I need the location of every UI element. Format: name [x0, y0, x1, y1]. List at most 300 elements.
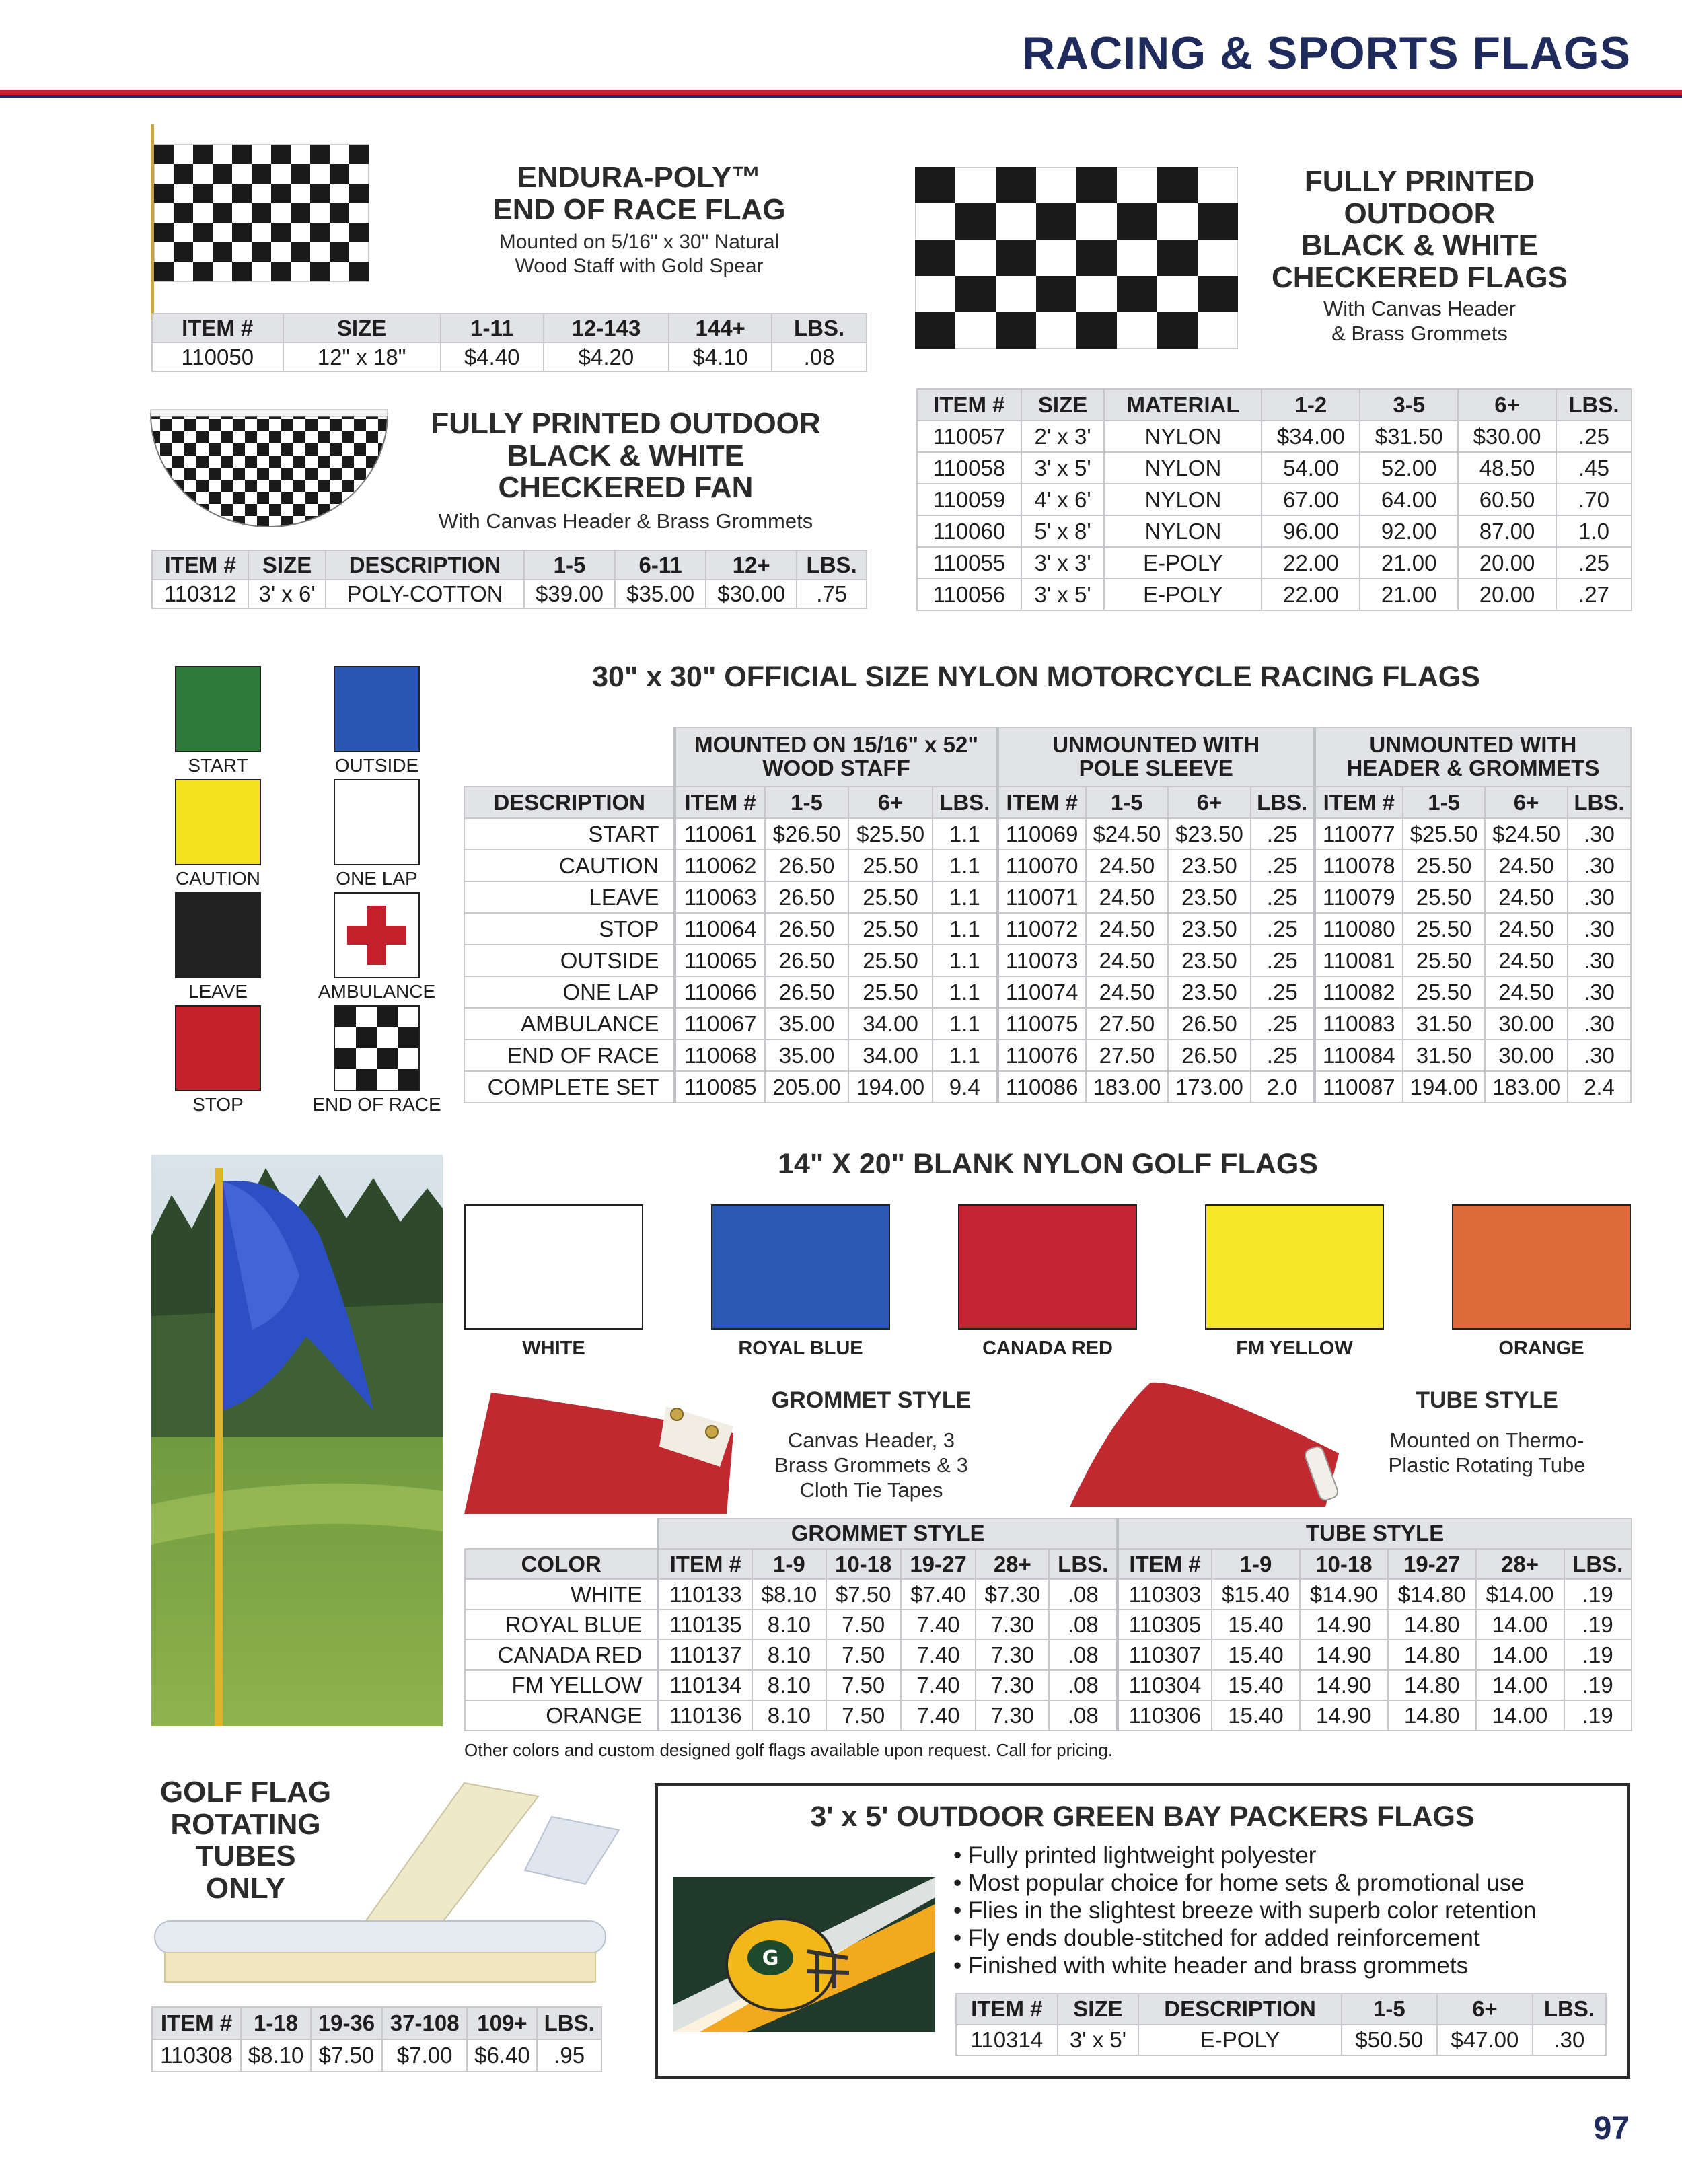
column-header: SIZE — [283, 314, 441, 342]
checkered-title-line-3: BLACK & WHITE — [1301, 229, 1538, 262]
table-cell: 25.50 — [1403, 850, 1486, 881]
row-label: WHITE — [465, 1579, 658, 1609]
checker-square — [291, 164, 310, 184]
table-cell: 183.00 — [1086, 1071, 1169, 1103]
table-cell: $26.50 — [765, 818, 849, 850]
table-cell: 110134 — [658, 1670, 752, 1700]
column-header: LBS. — [1564, 1549, 1632, 1579]
table-cell: 2.4 — [1568, 1071, 1631, 1103]
table-cell: $24.50 — [1485, 818, 1568, 850]
golf-price-table — [464, 1518, 1632, 1731]
table-cell: 3' x 5' — [1021, 452, 1105, 484]
checker-square — [1076, 312, 1117, 349]
table-cell: 110305 — [1118, 1609, 1212, 1640]
checker-square — [996, 312, 1036, 349]
table-cell: NYLON — [1104, 421, 1262, 452]
column-header: ITEM # — [956, 1994, 1058, 2025]
column-header: 144+ — [669, 314, 772, 342]
row-label: CAUTION — [464, 850, 675, 881]
ambulance-cross-icon — [335, 894, 418, 977]
tube-desc-line-2: Plastic Rotating Tube — [1388, 1453, 1586, 1478]
table-header-row — [464, 787, 1631, 818]
column-header: 19-27 — [901, 1549, 976, 1579]
column-header: ITEM # — [998, 787, 1086, 818]
tubes-title-line-4: ONLY — [205, 1871, 286, 1905]
table-cell: 25.50 — [1403, 913, 1486, 945]
table-cell: $50.50 — [1342, 2025, 1437, 2055]
table-cell: 110085 — [675, 1071, 764, 1103]
table-cell: 15.40 — [1212, 1609, 1300, 1640]
checkered-pattern-icon — [335, 1007, 418, 1090]
table-cell: 110137 — [658, 1640, 752, 1670]
column-header: LBS. — [1251, 787, 1315, 818]
table-cell: $6.40 — [467, 2039, 537, 2072]
table-row — [465, 1700, 1632, 1731]
table-row — [956, 2025, 1606, 2055]
table-cell: 194.00 — [1403, 1071, 1486, 1103]
checker-square — [996, 240, 1036, 276]
table-cell: 26.50 — [1168, 1008, 1251, 1040]
table-cell: 110076 — [998, 1040, 1086, 1071]
moto-price-table — [464, 727, 1632, 1103]
table-cell: 7.30 — [976, 1700, 1049, 1731]
column-header: 6+ — [1458, 389, 1556, 421]
column-header: LBS. — [1049, 1549, 1118, 1579]
table-cell: 23.50 — [1168, 850, 1251, 881]
golf-color-swatch-royal-blue — [711, 1204, 890, 1330]
table-cell: 22.00 — [1262, 579, 1360, 610]
column-header: 1-5 — [1403, 787, 1486, 818]
column-header: 1-9 — [1212, 1549, 1300, 1579]
table-cell: $7.50 — [826, 1579, 901, 1609]
table-cell: 21.00 — [1360, 547, 1458, 579]
table-cell: 110136 — [658, 1700, 752, 1731]
checker-square — [154, 262, 174, 281]
column-group-header — [675, 727, 997, 787]
golf-color-label: ROYAL BLUE — [738, 1338, 863, 1359]
table-cell: .08 — [1049, 1670, 1118, 1700]
column-header: 10-18 — [1300, 1549, 1388, 1579]
checker-square — [174, 164, 193, 184]
table-cell: $7.30 — [976, 1579, 1049, 1609]
grommet-style-desc — [740, 1428, 1002, 1503]
flag-swatch-start — [175, 666, 261, 752]
table-cell: $23.50 — [1168, 818, 1251, 850]
checker-square — [915, 167, 955, 203]
table-cell: 15.40 — [1212, 1700, 1300, 1731]
table-cell: 110055 — [917, 547, 1021, 579]
header-rule-red — [0, 90, 1682, 95]
table-cell: $30.00 — [1458, 421, 1556, 452]
table-row — [917, 421, 1632, 452]
column-header: 12-143 — [544, 314, 669, 342]
table-cell: 110312 — [152, 579, 248, 608]
checker-square — [271, 223, 291, 242]
table-cell: 3' x 5' — [1058, 2025, 1139, 2055]
grommet-desc-line-1: Canvas Header, 3 — [787, 1428, 955, 1452]
checker-square — [310, 145, 330, 164]
checkered-price-table — [916, 388, 1632, 611]
table-cell: 7.40 — [901, 1700, 976, 1731]
table-cell: 25.50 — [1403, 945, 1486, 976]
table-cell: 110082 — [1315, 976, 1403, 1008]
table-cell: .19 — [1564, 1609, 1632, 1640]
table-cell: 24.50 — [1485, 976, 1568, 1008]
table-cell: 110304 — [1118, 1670, 1212, 1700]
tubes-title-line-3: TUBES — [195, 1840, 296, 1873]
table-cell: $47.00 — [1437, 2025, 1533, 2055]
table-cell: $25.50 — [1403, 818, 1486, 850]
table-cell: 14.90 — [1300, 1609, 1388, 1640]
table-cell: $14.80 — [1388, 1579, 1476, 1609]
table-cell: E-POLY — [1104, 547, 1262, 579]
table-row — [917, 515, 1632, 547]
table-cell: 7.40 — [901, 1670, 976, 1700]
table-cell: 9.4 — [933, 1071, 998, 1103]
table-cell: 110059 — [917, 484, 1021, 515]
packers-feature: • Fly ends double-stitched for added reinforcement — [953, 1925, 1480, 1951]
column-header: 3-5 — [1360, 389, 1458, 421]
flag-swatch-label: STOP — [192, 1094, 244, 1115]
group-header-line: GROMMET STYLE — [791, 1521, 985, 1546]
table-cell: 110087 — [1315, 1071, 1403, 1103]
table-cell: 25.50 — [1403, 976, 1486, 1008]
table-cell: .75 — [797, 579, 867, 608]
table-cell: 22.00 — [1262, 547, 1360, 579]
tube-style-image — [1070, 1379, 1339, 1507]
row-label: STOP — [464, 913, 675, 945]
column-header: LBS. — [1533, 1994, 1606, 2025]
checker-square — [349, 223, 369, 242]
group-header-line: HEADER & GROMMETS — [1346, 756, 1600, 780]
column-header: ITEM # — [658, 1549, 752, 1579]
checker-square — [915, 240, 955, 276]
checker-square — [291, 242, 310, 262]
table-cell: 14.00 — [1476, 1700, 1564, 1731]
checkered-fan-image — [148, 407, 390, 532]
table-cell: 110314 — [956, 2025, 1058, 2055]
table-cell: 7.50 — [826, 1609, 901, 1640]
column-header: SIZE — [1058, 1994, 1139, 2025]
checkered-subtitle-line-1: With Canvas Header — [1323, 297, 1516, 320]
checker-square — [193, 262, 213, 281]
column-header: ITEM # — [1315, 787, 1403, 818]
table-cell: 24.50 — [1485, 850, 1568, 881]
checker-square — [213, 242, 232, 262]
table-cell: 26.50 — [765, 881, 849, 913]
column-group-header — [1315, 727, 1631, 787]
table-cell: .08 — [1049, 1700, 1118, 1731]
table-row — [917, 579, 1632, 610]
table-cell: 1.1 — [933, 850, 998, 881]
checker-square — [1157, 167, 1198, 203]
table-cell: $8.10 — [752, 1579, 826, 1609]
table-row — [465, 1609, 1632, 1640]
checker-square — [271, 262, 291, 281]
tube-desc-line-1: Mounted on Thermo- — [1389, 1428, 1584, 1452]
column-header: 6+ — [1485, 787, 1568, 818]
table-cell: 5' x 8' — [1021, 515, 1105, 547]
table-cell: .27 — [1556, 579, 1632, 610]
table-group-row — [465, 1519, 1632, 1549]
golf-flag-photo — [151, 1155, 443, 1726]
table-cell: 1.1 — [933, 976, 998, 1008]
table-cell: .25 — [1251, 976, 1315, 1008]
table-cell: 20.00 — [1458, 547, 1556, 579]
table-cell: .30 — [1568, 1008, 1631, 1040]
table-cell: 31.50 — [1403, 1008, 1486, 1040]
table-cell: 7.30 — [976, 1670, 1049, 1700]
table-cell: 1.1 — [933, 818, 998, 850]
table-cell: 27.50 — [1086, 1040, 1169, 1071]
checker-square — [193, 184, 213, 203]
checker-square — [271, 184, 291, 203]
column-header: LBS. — [1568, 787, 1631, 818]
table-cell: .08 — [1049, 1579, 1118, 1609]
table-cell: $7.40 — [901, 1579, 976, 1609]
checker-square — [252, 164, 271, 184]
flag-swatch-label: OUTSIDE — [334, 755, 419, 776]
tubes-price-table — [151, 2006, 602, 2072]
golf-color-label: FM YELLOW — [1236, 1338, 1353, 1359]
table-header-row — [917, 389, 1632, 421]
table-cell: $4.10 — [669, 342, 772, 371]
checker-square — [271, 145, 291, 164]
table-cell: POLY-COTTON — [326, 579, 524, 608]
table-cell: .08 — [1049, 1609, 1118, 1640]
table-cell: 14.00 — [1476, 1640, 1564, 1670]
endura-subtitle-line-2: Wood Staff with Gold Spear — [515, 255, 764, 277]
column-header: COLOR — [465, 1549, 658, 1579]
table-cell: 25.50 — [1403, 881, 1486, 913]
table-cell: 26.50 — [1168, 1040, 1251, 1071]
table-cell: .70 — [1556, 484, 1632, 515]
table-cell: 24.50 — [1086, 945, 1169, 976]
checkered-flag-image — [915, 167, 1238, 350]
table-cell: 35.00 — [765, 1008, 849, 1040]
table-cell: E-POLY — [1138, 2025, 1342, 2055]
table-cell: 92.00 — [1360, 515, 1458, 547]
table-cell: 23.50 — [1168, 976, 1251, 1008]
column-header: 28+ — [1476, 1549, 1564, 1579]
table-cell: 35.00 — [765, 1040, 849, 1071]
checker-square — [1076, 240, 1117, 276]
flag-swatch-label: END OF RACE — [312, 1094, 441, 1115]
checker-square — [154, 184, 174, 203]
checker-square — [996, 167, 1036, 203]
table-cell: 14.90 — [1300, 1640, 1388, 1670]
table-cell: 110077 — [1315, 818, 1403, 850]
checker-square — [1076, 167, 1117, 203]
table-cell: 1.1 — [933, 1040, 998, 1071]
checkered-title-line-1: FULLY PRINTED — [1304, 165, 1535, 198]
checkered-subtitle — [1251, 296, 1588, 346]
checker-square — [330, 164, 349, 184]
table-row — [152, 2039, 601, 2072]
table-cell: 24.50 — [1086, 850, 1169, 881]
table-row — [464, 945, 1631, 976]
table-cell: 110084 — [1315, 1040, 1403, 1071]
column-header: LBS. — [797, 550, 867, 579]
checker-square — [330, 242, 349, 262]
fan-title-line-3: CHECKERED FAN — [498, 471, 754, 505]
table-cell: 110086 — [998, 1071, 1086, 1103]
checker-square — [915, 312, 955, 349]
table-cell: 1.1 — [933, 945, 998, 976]
table-cell: 110063 — [675, 881, 764, 913]
table-cell: 14.80 — [1388, 1670, 1476, 1700]
golf-color-swatch-fm-yellow — [1205, 1204, 1384, 1330]
table-cell: 110057 — [917, 421, 1021, 452]
group-header-line: UNMOUNTED WITH — [1052, 732, 1260, 758]
column-header: 6-11 — [615, 550, 706, 579]
table-row — [464, 913, 1631, 945]
table-cell: $39.00 — [524, 579, 615, 608]
packers-feature: • Finished with white header and brass grommets — [953, 1953, 1469, 1979]
table-cell: 20.00 — [1458, 579, 1556, 610]
table-corner-blank — [464, 727, 675, 787]
table-cell: 194.00 — [848, 1071, 933, 1103]
table-row — [464, 818, 1631, 850]
table-cell: $25.50 — [848, 818, 933, 850]
fan-title-line-1: FULLY PRINTED OUTDOOR — [431, 407, 821, 440]
table-row — [464, 1040, 1631, 1071]
table-cell: 110303 — [1118, 1579, 1212, 1609]
table-row — [465, 1670, 1632, 1700]
row-label: ROYAL BLUE — [465, 1609, 658, 1640]
table-cell: 15.40 — [1212, 1670, 1300, 1700]
table-cell: 34.00 — [848, 1040, 933, 1071]
checker-square — [1036, 203, 1076, 240]
table-cell: 110080 — [1315, 913, 1403, 945]
row-label: START — [464, 818, 675, 850]
column-header: 6+ — [1168, 787, 1251, 818]
flag-swatch-label: ONE LAP — [336, 868, 418, 889]
packers-title: 3' x 5' OUTDOOR GREEN BAY PACKERS FLAGS — [810, 1800, 1475, 1833]
tube-style-title: TUBE STYLE — [1416, 1387, 1558, 1413]
end-of-race-flag-image — [141, 124, 373, 320]
table-cell: 110056 — [917, 579, 1021, 610]
checker-square — [232, 262, 252, 281]
grommet-style-title: GROMMET STYLE — [771, 1387, 972, 1413]
table-cell: .19 — [1564, 1700, 1632, 1731]
table-row — [465, 1579, 1632, 1609]
table-cell: .19 — [1564, 1670, 1632, 1700]
checkered-title-line-4: CHECKERED FLAGS — [1271, 260, 1568, 294]
table-cell: $34.00 — [1262, 421, 1360, 452]
header-rule-navy — [0, 95, 1682, 98]
page-number: 97 — [1593, 2111, 1630, 2146]
table-cell: 110308 — [152, 2039, 241, 2072]
moto-title: 30" x 30" OFFICIAL SIZE NYLON MOTORCYCLE RACING FLAGS — [592, 661, 1480, 693]
table-cell: 24.50 — [1086, 913, 1169, 945]
column-header: 12+ — [706, 550, 797, 579]
table-cell: 30.00 — [1485, 1040, 1568, 1071]
table-cell: .08 — [772, 342, 867, 371]
fan-title — [404, 408, 848, 504]
checker-square — [1157, 312, 1198, 349]
table-cell: 1.1 — [933, 913, 998, 945]
flag-swatch-ambulance — [334, 892, 420, 978]
checker-square — [213, 203, 232, 223]
table-cell: 54.00 — [1262, 452, 1360, 484]
column-header: 6+ — [848, 787, 933, 818]
table-cell: 110073 — [998, 945, 1086, 976]
checkered-title-line-2: OUTDOOR — [1344, 196, 1496, 230]
checker-square — [291, 203, 310, 223]
table-cell: $14.90 — [1300, 1579, 1388, 1609]
table-cell: $35.00 — [615, 579, 706, 608]
table-cell: 14.80 — [1388, 1640, 1476, 1670]
checker-square — [232, 145, 252, 164]
checker-square — [1157, 240, 1198, 276]
endura-title — [431, 161, 848, 225]
table-cell: 110067 — [675, 1008, 764, 1040]
row-label: COMPLETE SET — [464, 1071, 675, 1103]
table-cell: .08 — [1049, 1640, 1118, 1670]
table-row — [917, 547, 1632, 579]
row-label: ORANGE — [465, 1700, 658, 1731]
flag-swatch-label: LEAVE — [188, 981, 248, 1002]
column-header: ITEM # — [152, 550, 248, 579]
table-cell: 2' x 3' — [1021, 421, 1105, 452]
table-cell: 25.50 — [848, 913, 933, 945]
table-cell: 110058 — [917, 452, 1021, 484]
table-cell: 25.50 — [848, 850, 933, 881]
table-cell: 1.1 — [933, 1008, 998, 1040]
table-cell: .30 — [1533, 2025, 1606, 2055]
column-header: ITEM # — [917, 389, 1021, 421]
table-cell: 110066 — [675, 976, 764, 1008]
table-cell: $24.50 — [1086, 818, 1169, 850]
tubes-title-line-2: ROTATING — [170, 1807, 321, 1841]
table-cell: .19 — [1564, 1579, 1632, 1609]
column-header: DESCRIPTION — [464, 787, 675, 818]
packers-price-table — [955, 1993, 1607, 2056]
table-cell: 12" x 18" — [283, 342, 441, 371]
table-cell: 8.10 — [752, 1640, 826, 1670]
rotating-tubes-image — [148, 1776, 632, 1992]
golf-color-label: ORANGE — [1498, 1338, 1584, 1359]
endura-subtitle — [431, 230, 848, 279]
table-cell: 110079 — [1315, 881, 1403, 913]
table-cell: 34.00 — [848, 1008, 933, 1040]
checker-square — [213, 164, 232, 184]
endura-title-line-2: END OF RACE FLAG — [492, 192, 786, 226]
table-cell: 110061 — [675, 818, 764, 850]
column-header: 28+ — [976, 1549, 1049, 1579]
flag-swatch-leave — [175, 892, 261, 978]
table-cell: $15.40 — [1212, 1579, 1300, 1609]
table-cell: 25.50 — [848, 976, 933, 1008]
table-cell: 24.50 — [1485, 881, 1568, 913]
column-header: 19-36 — [311, 2007, 382, 2039]
column-header: 1-18 — [241, 2007, 311, 2039]
packers-feature: • Fully printed lightweight polyester — [953, 1842, 1317, 1868]
table-row — [464, 850, 1631, 881]
table-cell: 3' x 3' — [1021, 547, 1105, 579]
table-cell: $30.00 — [706, 579, 797, 608]
table-header-row — [956, 1994, 1606, 2025]
endura-price-table — [151, 313, 867, 372]
checker-square — [955, 276, 996, 312]
endura-subtitle-line-1: Mounted on 5/16" x 30" Natural — [499, 231, 780, 253]
group-header-line: UNMOUNTED WITH — [1369, 732, 1577, 758]
column-header: LBS. — [772, 314, 867, 342]
flag-swatch-caution — [175, 779, 261, 865]
table-cell: 25.50 — [848, 881, 933, 913]
table-row — [464, 1071, 1631, 1103]
